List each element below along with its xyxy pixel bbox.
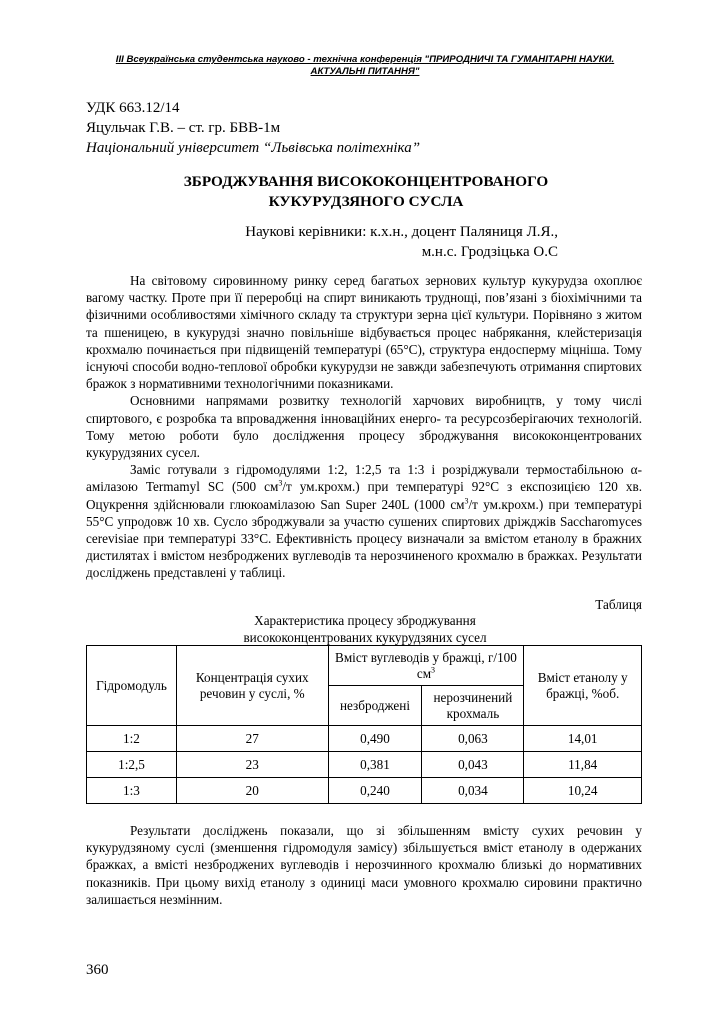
cell-unfermented: 0,490	[328, 726, 422, 752]
conference-running-header	[100, 54, 630, 78]
title-line1: ЗБРОДЖУВАННЯ ВИСОКОКОНЦЕНТРОВАНОГО	[183, 173, 549, 190]
cell-undissolved: 0,034	[422, 778, 524, 804]
superscript-3: 3	[431, 665, 436, 675]
supervisors-line2: м.н.с. Гродзіцька О.С	[421, 244, 558, 260]
results-table	[86, 645, 642, 804]
header-hydromodule: Гідромодуль	[87, 646, 177, 726]
cell-dry-matter: 23	[176, 752, 328, 778]
paragraph-methods	[86, 461, 642, 581]
article-meta	[86, 98, 646, 158]
page-number: 360	[86, 962, 109, 978]
affiliation: Національний університет “Львівська політехніка”	[86, 140, 421, 156]
cell-undissolved: 0,063	[422, 726, 524, 752]
cell-unfermented: 0,240	[328, 778, 422, 804]
methods-text-b: /т ум.крохм.) при температурі 92°С з експозицією 120 хв. Оцукрення здійснювали глюкоамілазою San Super 240L (1000 см	[86, 479, 643, 512]
cell-unfermented: 0,381	[328, 752, 422, 778]
table-label: Таблиця	[595, 597, 642, 612]
table-caption-line1: Характеристика процесу зброджування	[254, 613, 476, 628]
paragraph-aim: Основними напрямами розвитку технологій харчових виробництв, у тому числі спиртового, є розробка та впровадження інноваційних енерго- та ресурсозберігаючих технологій. Тому метою роботи було дослідження процесу зброджування висококонцентрованих кукурудзяних сусел.	[86, 393, 642, 461]
article-title	[86, 172, 646, 212]
table-row	[87, 778, 642, 804]
cell-hydromodule: 1:2,5	[87, 752, 177, 778]
table-header-row	[87, 646, 642, 686]
conference-header-line2: АКТУАЛЬНІ ПИТАННЯ"	[310, 66, 420, 77]
paragraph-intro: На світовому сировинному ринку серед багатьох зернових культур кукурудза охоплює вагому частку. Проте при її переробці на спирт виникають труднощі, пов’язані з біохімічними та фізичними особливостями хімічного складу та структури зерна цієї культури. Порівняно з житом та пшеницею, в кукурудзі значно повільніше відбувається процес набрякання, клейстеризація крохмалю починається при підвищеній температурі (65°С), структура ендосперму міцніша. Тому існуючі способи водно-теплової обробки кукурудзи не завжди забезпечують отримання спиртових бражок з нормативними технологічними показниками.	[86, 273, 642, 392]
methods-text-a: Заміс готували з гідромодулями 1:2, 1:2,5 та 1:3 і розріджували термостабільною α-амілазою Termamyl SC (500 см	[86, 462, 642, 495]
table-row	[87, 726, 642, 752]
superscript-3: 3	[464, 496, 469, 506]
header-unfermented: незброджені	[328, 686, 422, 726]
table-row	[87, 752, 642, 778]
cell-undissolved: 0,043	[422, 752, 524, 778]
methods-text-c: /т ум.крохм.) при температурі 55°С упродовж 10 хв. Сусло зброджували за участю сушених спиртових дріжджів Saccharomyces cerevisiae при температурі 33°С. Ефективність процесу визначали за вмістом етанолу в бражних дистилятах і вмістом незброджених вуглеводів та нерозчиненого крохмалю в бражках. Результати досліджень представлені у таблиці.	[86, 496, 642, 581]
cell-ethanol: 11,84	[524, 752, 642, 778]
header-dry-matter: Концентрація сухих речовин у суслі, %	[176, 646, 328, 726]
header-carbohydrates-text: Вміст вуглеводів у бражці, г/100 см	[335, 649, 517, 681]
author-line: Яцульчак Г.В. – ст. гр. БВВ-1м	[86, 120, 281, 136]
table-caption-line2: висококонцентрованих кукурудзяних сусел	[243, 630, 487, 645]
cell-hydromodule: 1:2	[87, 726, 177, 752]
header-undissolved-starch: нерозчинений крохмаль	[422, 686, 524, 726]
cell-dry-matter: 27	[176, 726, 328, 752]
superscript-3: 3	[278, 479, 283, 489]
cell-ethanol: 14,01	[524, 726, 642, 752]
paragraph-conclusions: Результати досліджень показали, що зі збільшенням вмісту сухих речовин у кукурудзяному суслі (зменшення гідромодуля замісу) збільшується вміст етанолу в одержаних бражках, а вмісті незброджених вуглеводів і нерозчинного крохмалю близькі до нормативних показників. При цьому вихід етанолу з одиниці маси умовного крохмалю сировини практично залишається незмінним.	[86, 823, 642, 907]
supervisors-line1: Наукові керівники: к.х.н., доцент Паляниця Л.Я.,	[245, 224, 558, 240]
udk-code: УДК 663.12/14	[86, 100, 180, 116]
header-carbohydrates	[328, 646, 524, 686]
cell-hydromodule: 1:3	[87, 778, 177, 804]
cell-dry-matter: 20	[176, 778, 328, 804]
body-text-upper	[86, 272, 642, 582]
header-ethanol: Вміст етанолу у бражці, %об.	[524, 646, 642, 726]
cell-ethanol: 10,24	[524, 778, 642, 804]
body-text-lower	[86, 822, 642, 908]
conference-header-line1: ІІІ Всеукраїнська студентська науково - технічна конференція "ПРИРОДНИЧІ ТА ГУМАНІТАРНІ НАУКИ.	[115, 54, 615, 65]
title-line2: КУКУРУДЗЯНОГО СУСЛА	[268, 193, 464, 210]
table-caption	[200, 612, 530, 646]
supervisors	[86, 222, 558, 262]
